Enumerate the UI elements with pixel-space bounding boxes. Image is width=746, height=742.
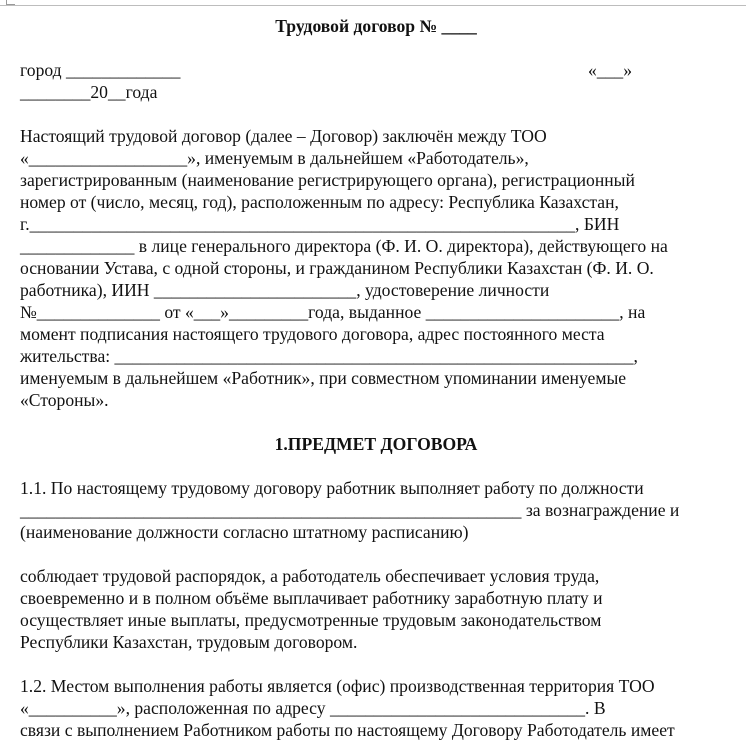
paragraph-line: именуемым в дальнейшем «Работник», при совместном упоминании именуемые bbox=[20, 368, 627, 388]
paragraph-line: осуществляет иные выплаты, предусмотренные трудовым законодательством bbox=[20, 610, 602, 630]
paragraph-line: _____________ в лице генерального директора (Ф. И. О. директора), действующего на bbox=[20, 236, 668, 256]
paragraph-line: «__________», расположенная по адресу _____________________________. В bbox=[20, 698, 606, 718]
document-title: Трудовой договор № ____ bbox=[275, 16, 477, 36]
document-body bbox=[20, 15, 732, 741]
paragraph-line: 1.1. По настоящему трудовому договору работник выполняет работу по должности bbox=[20, 478, 644, 498]
paragraph-line: своевременно и в полном объёме выплачивает работнику заработную плату и bbox=[20, 588, 603, 608]
year-field: ________20__года bbox=[20, 82, 158, 102]
clause-1-2 bbox=[20, 675, 732, 741]
paragraph-line: №______________ от «___»_________года, выданное ______________________, на bbox=[20, 302, 646, 322]
paragraph-line: _________________________________________________________ за вознаграждение и bbox=[20, 500, 680, 520]
paragraph-line: работника), ИИН _______________________, удостоверение личности bbox=[20, 280, 550, 300]
paragraph-line: соблюдает трудовой распорядок, а работодатель обеспечивает условия труда, bbox=[20, 566, 600, 586]
intro-paragraph bbox=[20, 125, 732, 411]
date-day-field: «___» bbox=[588, 60, 632, 80]
paragraph-line: основании Устава, с одной стороны, и гражданином Республики Казахстан (Ф. И. О. bbox=[20, 258, 654, 278]
city-field: город _____________ bbox=[20, 60, 181, 80]
paragraph-line: жительства: ___________________________________________________________, bbox=[20, 346, 638, 366]
paragraph-line: «Стороны». bbox=[20, 390, 109, 410]
city-date-row bbox=[20, 59, 732, 81]
paragraph-line: 1.2. Местом выполнения работы является (офис) производственная территория ТОО bbox=[20, 676, 655, 696]
paragraph-line: «__________________», именуемым в дальнейшем «Работодатель», bbox=[20, 148, 529, 168]
paragraph-line: Настоящий трудовой договор (далее – Договор) заключён между ТОО bbox=[20, 126, 547, 146]
paragraph-line: момент подписания настоящего трудового договора, адрес постоянного места bbox=[20, 324, 605, 344]
paragraph-line: (наименование должности согласно штатному расписанию) bbox=[20, 522, 469, 542]
page-top-edge bbox=[0, 5, 746, 6]
paragraph-line: номер от (число, месяц, год), расположенным по адресу: Республика Казахстан, bbox=[20, 192, 619, 212]
paragraph-line: зарегистрированным (наименование регистрирующего органа), регистрационный bbox=[20, 170, 635, 190]
clause-1-1 bbox=[20, 477, 732, 543]
section-1-heading: 1.ПРЕДМЕТ ДОГОВОРА bbox=[274, 434, 478, 454]
paragraph-line: связи с выполнением Работником работы по настоящему Договору Работодатель имеет bbox=[20, 720, 675, 740]
clause-1-1-continuation bbox=[20, 565, 732, 653]
paragraph-line: Республики Казахстан, трудовым договором. bbox=[20, 632, 358, 652]
paragraph-line: г.______________________________________________________________, БИН bbox=[20, 214, 620, 234]
page-corner-mark bbox=[6, 0, 15, 5]
